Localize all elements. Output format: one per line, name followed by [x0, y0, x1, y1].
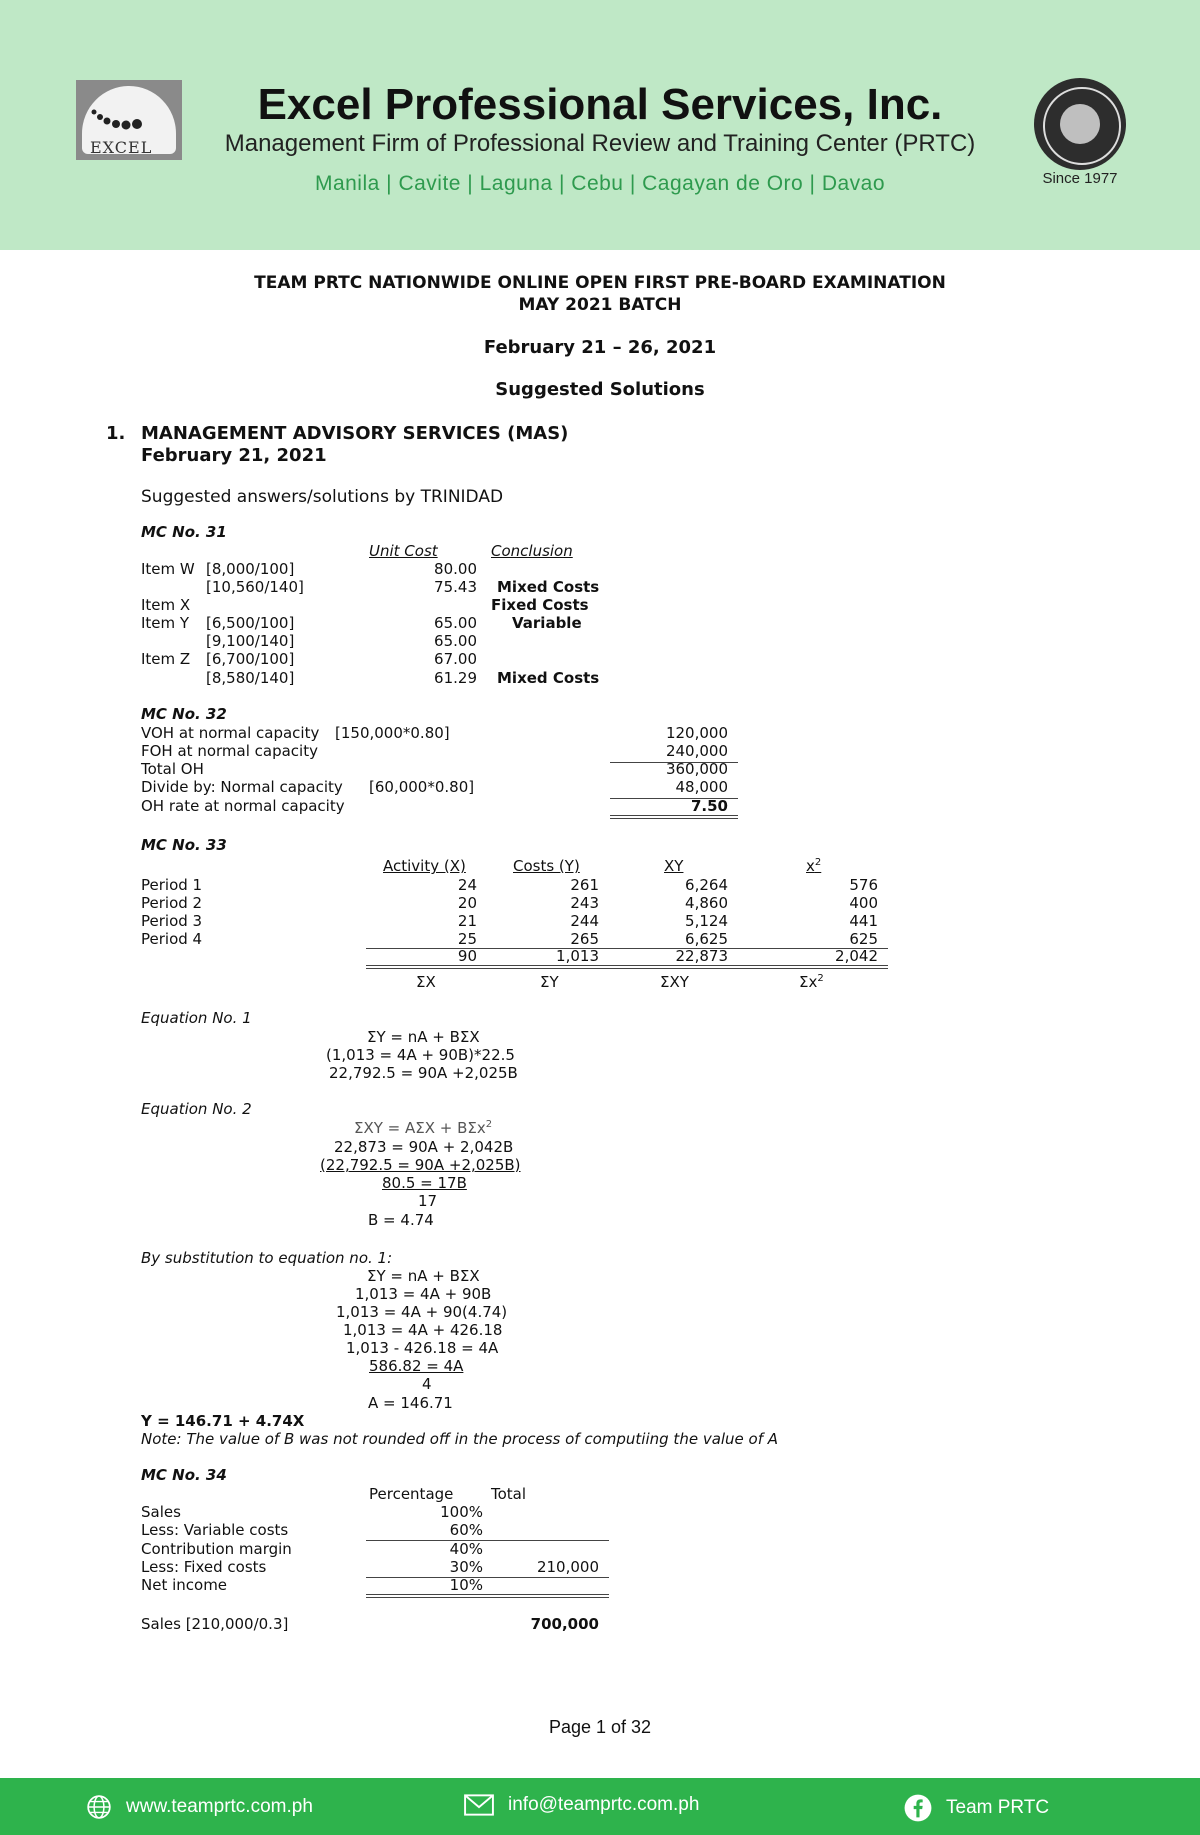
mc31-row-calc: [9,100/140] — [206, 632, 295, 650]
solutions-heading: Suggested Solutions — [495, 379, 705, 400]
mc31-header-unit-cost: Unit Cost — [369, 542, 438, 560]
solutions-author: Suggested answers/solutions by TRINIDAD — [141, 487, 504, 507]
mc32-row-value: 360,000 — [665, 760, 728, 778]
eq2-line: ΣXY = AΣX + BΣx$^2$ — [354, 1119, 493, 1137]
mc34-sales-value: 700,000 — [530, 1615, 599, 1633]
prtc-seal-icon — [1034, 78, 1126, 170]
mc32-row-value: 240,000 — [665, 742, 728, 760]
mc31-row-calc: [8,000/100] — [206, 560, 295, 578]
mc34-row-pct: 60% — [449, 1521, 483, 1539]
mc34-label: MC No. 34 — [141, 1466, 227, 1484]
mc31-label: MC No. 31 — [141, 523, 227, 541]
mc34-row-pct: 100% — [440, 1503, 483, 1521]
footer-website[interactable] — [86, 1794, 313, 1820]
mc33-row-period: Period 2 — [141, 894, 203, 912]
mc33-row-x: 25 — [457, 930, 477, 948]
mc33-row-y: 261 — [570, 876, 599, 894]
mc31-row-cost: 75.43 — [434, 578, 477, 596]
section-date: February 21, 2021 — [141, 445, 327, 466]
mc31-row-cost: 65.00 — [434, 614, 477, 632]
mc31-row-conclusion: Fixed Costs — [491, 596, 589, 614]
facebook-icon — [904, 1794, 932, 1822]
mc31-row-cost: 80.00 — [434, 560, 477, 578]
eq2-line: (22,792.5 = 90A +2,025B) — [320, 1156, 521, 1174]
mc33-header-x2: $x^2$ — [806, 857, 822, 875]
mc33-header-x: Activity (X) — [383, 857, 466, 875]
mc33-row-x: 24 — [457, 876, 477, 894]
mc34-sales-label: Sales [210,000/0.3] — [141, 1615, 289, 1633]
mc34-row-pct: 40% — [449, 1540, 483, 1558]
mc34-row-label: Contribution margin — [141, 1540, 292, 1558]
mc32-total-double-rule — [610, 815, 738, 819]
footer-email[interactable] — [464, 1794, 699, 1816]
mc32-row-label: Total OH — [141, 760, 204, 778]
eq2-line: 22,873 = 90A + 2,042B — [334, 1138, 514, 1156]
mc34-row-label: Less: Fixed costs — [141, 1558, 267, 1576]
mc33-row-y: 243 — [570, 894, 599, 912]
eq2-label: Equation No. 2 — [141, 1100, 252, 1118]
mc34-header-total: Total — [491, 1485, 527, 1503]
mc31-row-item: Item Z — [141, 650, 191, 668]
eq1-label: Equation No. 1 — [141, 1009, 252, 1027]
mc33-sigma-y: ΣY — [540, 973, 559, 991]
letterhead — [0, 0, 1200, 250]
mc31-row-conclusion: Mixed Costs — [497, 578, 600, 596]
mc33-row-y: 265 — [570, 930, 599, 948]
mc34-header-percentage: Percentage — [369, 1485, 454, 1503]
mc33-row-period: Period 3 — [141, 912, 203, 930]
mc33-row-period: Period 1 — [141, 876, 203, 894]
mc34-row-total: 210,000 — [536, 1558, 599, 1576]
sub-result: A = 146.71 — [368, 1394, 453, 1412]
since-label: Since 1977 — [1042, 170, 1118, 187]
sub-divisor: 4 — [422, 1375, 432, 1393]
mc32-row-label: VOH at normal capacity — [141, 724, 320, 742]
globe-icon — [86, 1794, 112, 1820]
mc33-row-x2: 400 — [849, 894, 878, 912]
mc33-sigma-x2: $\Sigma x^2$ — [799, 973, 824, 991]
sub-line: 1,013 = 4A + 90B — [355, 1285, 492, 1303]
logo-text: EXCEL — [90, 138, 153, 157]
mc31-header-conclusion: Conclusion — [491, 542, 573, 560]
eq2-result: B = 4.74 — [368, 1211, 434, 1229]
mc33-total-double-rule — [366, 965, 888, 969]
mc32-row-value: 7.50 — [690, 797, 728, 815]
regression-equation: Y = 146.71 + 4.74X — [141, 1412, 305, 1430]
mc32-row-label: Divide by: Normal capacity — [141, 778, 343, 796]
eq2-line: 80.5 = 17B — [382, 1174, 467, 1192]
mc32-label: MC No. 32 — [141, 705, 227, 723]
mc31-row-calc: [6,500/100] — [206, 614, 295, 632]
mc33-row-xy: 5,124 — [685, 912, 728, 930]
eq2-divisor: 17 — [418, 1192, 438, 1210]
mc32-row-calc: [150,000*0.80] — [335, 724, 450, 742]
footer-facebook[interactable] — [904, 1794, 1049, 1822]
mc33-row-xy: 6,625 — [685, 930, 728, 948]
mc33-header-xy: XY — [664, 857, 684, 875]
mc31-row-conclusion: Mixed Costs — [497, 669, 600, 687]
mc34-row-label: Sales — [141, 1503, 181, 1521]
mc33-sigma-xy: ΣXY — [660, 973, 689, 991]
footer-bar — [0, 1778, 1200, 1835]
mc33-row-xy: 4,860 — [685, 894, 728, 912]
branch-cities: Manila | Cavite | Laguna | Cebu | Cagayan de Oro | Davao — [314, 172, 886, 195]
regression-note: Note: The value of B was not rounded off in the process of computiing the value of A — [141, 1430, 779, 1448]
mc33-row-x: 21 — [457, 912, 477, 930]
exam-dates: February 21 – 26, 2021 — [483, 337, 717, 358]
mc32-row-calc: [60,000*0.80] — [369, 778, 475, 796]
mc33-row-x2: 625 — [849, 930, 878, 948]
mc31-row-cost: 65.00 — [434, 632, 477, 650]
substitution-label: By substitution to equation no. 1: — [141, 1249, 393, 1267]
mc34-total-double-rule — [366, 1594, 609, 1598]
mc33-total-x2: 2,042 — [835, 947, 878, 965]
mc33-total-y: 1,013 — [556, 947, 599, 965]
mc32-row-label: FOH at normal capacity — [141, 742, 318, 760]
mc31-row-calc: [10,560/140] — [206, 578, 304, 596]
mc32-row-label: OH rate at normal capacity — [141, 797, 345, 815]
mc34-row-label: Less: Variable costs — [141, 1521, 289, 1539]
mc33-total-xy: 22,873 — [675, 947, 728, 965]
mc31-row-calc: [6,700/100] — [206, 650, 295, 668]
sub-line: 1,013 = 4A + 426.18 — [343, 1321, 503, 1339]
mc31-row-item: Item Y — [141, 614, 190, 632]
section-number: 1. — [106, 423, 126, 444]
mc33-row-x: 20 — [457, 894, 477, 912]
sub-line: 1,013 = 4A + 90(4.74) — [336, 1303, 508, 1321]
mc33-row-y: 244 — [570, 912, 599, 930]
envelope-icon — [464, 1794, 494, 1816]
sub-line: 586.82 = 4A — [369, 1357, 464, 1375]
mc33-total-x: 90 — [457, 947, 477, 965]
mc34-row-label: Net income — [141, 1576, 228, 1594]
exam-title: TEAM PRTC NATIONWIDE ONLINE OPEN FIRST PRE-BOARD EXAMINATION — [254, 273, 946, 293]
page-number: Page 1 of 32 — [548, 1717, 652, 1737]
mc33-row-x2: 441 — [849, 912, 878, 930]
sub-line: ΣY = nA + BΣX — [367, 1267, 480, 1285]
mc31-row-cost: 61.29 — [434, 669, 477, 687]
mc34-row-pct: 10% — [449, 1576, 483, 1594]
exam-batch: MAY 2021 BATCH — [518, 295, 682, 315]
mc34-row-pct: 30% — [449, 1558, 483, 1576]
footer-website-text: www.teamprtc.com.ph — [126, 1796, 313, 1817]
mc31-row-item: Item X — [141, 596, 191, 614]
mc32-row-value: 120,000 — [665, 724, 728, 742]
company-name: Excel Professional Services, Inc. — [257, 80, 943, 129]
mc31-row-item: Item W — [141, 560, 195, 578]
mc33-sigma-x: ΣX — [416, 973, 436, 991]
footer-facebook-text: Team PRTC — [946, 1797, 1050, 1818]
sub-line: 1,013 - 426.18 = 4A — [346, 1339, 499, 1357]
company-subtitle: Management Firm of Professional Review and Training Center (PRTC) — [224, 130, 976, 157]
mc33-row-period: Period 4 — [141, 930, 203, 948]
mc32-row-value: 48,000 — [675, 778, 728, 796]
mc33-row-xy: 6,264 — [685, 876, 728, 894]
section-title: MANAGEMENT ADVISORY SERVICES (MAS) — [141, 423, 569, 444]
mc33-header-y: Costs (Y) — [513, 857, 580, 875]
eq1-line: (1,013 = 4A + 90B)*22.5 — [326, 1046, 515, 1064]
mc31-row-cost: 67.00 — [434, 650, 477, 668]
footer-email-text: info@teamprtc.com.ph — [508, 1794, 700, 1815]
mc31-row-conclusion: Variable — [512, 614, 582, 632]
mc33-row-x2: 576 — [849, 876, 878, 894]
eq1-line: ΣY = nA + BΣX — [367, 1028, 480, 1046]
mc31-row-calc: [8,580/140] — [206, 669, 295, 687]
mc33-label: MC No. 33 — [141, 836, 227, 854]
eq1-line: 22,792.5 = 90A +2,025B — [329, 1064, 518, 1082]
